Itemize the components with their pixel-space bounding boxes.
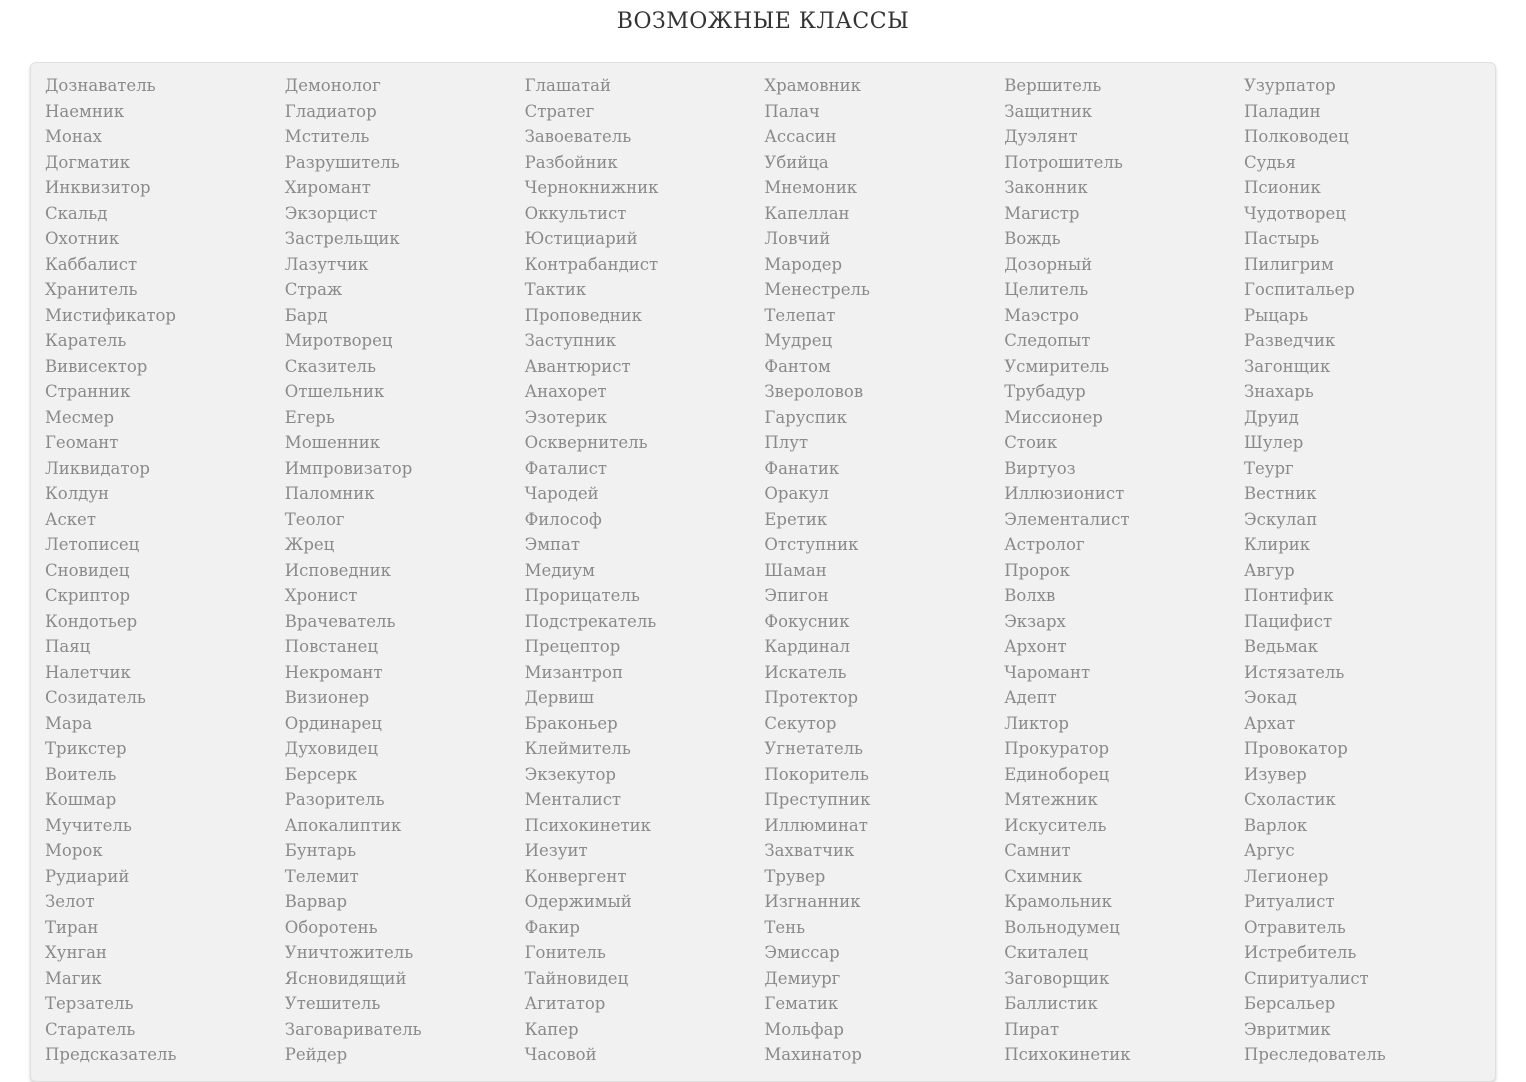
class-item[interactable]: Гематик [764,994,839,1013]
class-item[interactable]: Экзекутор [524,764,616,784]
class-item[interactable]: Фокусник [764,611,850,631]
class-item[interactable]: Истязатель [1243,662,1345,682]
class-item[interactable]: Храмовник [764,76,861,95]
class-item[interactable]: Телепат [764,305,836,325]
class-item[interactable]: Пастырь [1243,229,1320,248]
class-item[interactable]: Магик [45,968,102,988]
class-item[interactable]: Протектор [764,688,859,707]
class-item[interactable]: Трикстер [45,739,127,758]
class-item[interactable]: Мольфар [764,1019,844,1039]
class-item[interactable]: Схоластик [1243,790,1336,809]
class-item[interactable]: Авантюрист [524,356,631,376]
class-item[interactable]: Осквернитель [524,433,648,452]
class-item[interactable]: Мнемоник [764,178,858,197]
class-item[interactable]: Гладиатор [284,101,377,121]
class-item[interactable]: Вестник [1243,484,1317,503]
class-item[interactable]: Завоеватель [524,127,632,146]
class-item[interactable]: Полководец [1243,127,1349,146]
class-item[interactable]: Старатель [45,1019,136,1039]
class-item[interactable]: Понтифик [1243,586,1334,605]
class-item[interactable]: Разбойник [524,152,618,172]
class-item[interactable]: Аргус [1243,841,1295,860]
class-item[interactable]: Иллюзионист [1004,484,1125,503]
class-item[interactable]: Страж [284,280,343,299]
class-item[interactable]: Браконьер [524,713,618,733]
class-item[interactable]: Импровизатор [284,458,413,478]
class-item[interactable]: Искатель [764,662,847,682]
class-item[interactable]: Варвар [284,892,348,911]
class-item[interactable]: Ликвидатор [45,458,150,478]
class-item[interactable]: Каратель [45,331,127,350]
class-item[interactable]: Схимник [1004,866,1083,886]
class-item[interactable]: Наемник [45,101,125,121]
class-item[interactable]: Терзатель [45,994,134,1013]
class-item[interactable]: Утешитель [284,994,381,1013]
class-item[interactable]: Гаруспик [764,407,847,427]
class-item[interactable]: Лазутчик [284,254,369,274]
class-item[interactable]: Подстрекатель [524,611,657,631]
class-item[interactable]: Кондотьер [45,611,138,631]
class-item[interactable]: Единоборец [1004,764,1110,784]
class-item[interactable]: Ритуалист [1243,892,1335,911]
class-item[interactable]: Демиург [764,968,841,988]
class-item[interactable]: Капеллан [764,203,850,223]
class-item[interactable]: Тиран [45,917,99,937]
class-item[interactable]: Апокалиптик [284,815,402,835]
class-item[interactable]: Следопыт [1004,331,1091,350]
class-item[interactable]: Паломник [284,484,375,503]
class-item[interactable]: Иезуит [524,841,588,860]
class-item[interactable]: Визионер [284,688,370,707]
classes-grid [45,73,1495,1068]
class-item[interactable]: Гонитель [524,943,606,962]
class-item[interactable]: Сказитель [284,356,376,376]
class-item[interactable]: Пират [1004,1019,1060,1039]
class-item[interactable]: Заговорщик [1004,968,1110,988]
class-item[interactable]: Скиталец [1004,943,1088,962]
class-item[interactable]: Трубадур [1004,382,1086,401]
class-item[interactable]: Агитатор [524,994,606,1013]
class-item[interactable]: Паладин [1243,101,1321,121]
class-item[interactable]: Фаталист [524,458,607,478]
class-item[interactable]: Летописец [45,535,140,554]
class-item[interactable]: Преследователь [1243,1045,1386,1064]
class-item[interactable]: Прокуратор [1004,739,1110,758]
class-item[interactable]: Эмпат [524,535,581,554]
class-item[interactable]: Одержимый [524,892,632,911]
class-item[interactable]: Тень [764,917,806,937]
class-item[interactable]: Пацифист [1243,611,1333,631]
class-item[interactable]: Отшельник [284,382,385,401]
class-item[interactable]: Миротворец [284,331,393,350]
class-item[interactable]: Чародей [524,484,599,503]
class-item[interactable]: Юстициарий [524,229,638,248]
class-item[interactable]: Иллюминат [764,815,868,835]
class-item[interactable]: Эокад [1243,688,1297,707]
class-item[interactable]: Фантом [764,356,831,376]
class-item[interactable]: Отступник [764,535,859,554]
class-item[interactable]: Психокинетик [1004,1045,1131,1064]
class-item[interactable]: Спиритуалист [1243,968,1369,988]
class-item[interactable]: Разоритель [284,790,385,809]
class-item[interactable]: Узурпатор [1243,76,1336,95]
class-item[interactable]: Чудотворец [1243,203,1346,223]
class-item[interactable]: Ассасин [764,127,837,146]
class-item[interactable]: Прецептор [524,637,621,656]
class-item[interactable]: Медиум [524,560,595,580]
class-item[interactable]: Догматик [45,152,131,172]
class-item[interactable]: Баллистик [1004,994,1098,1013]
class-item[interactable]: Махинатор [764,1045,862,1064]
class-item[interactable]: Стоик [1004,433,1058,452]
class-item[interactable]: Созидатель [45,688,146,707]
class-item[interactable]: Секутор [764,713,837,733]
class-item[interactable]: Адепт [1004,688,1057,707]
class-item[interactable]: Крамольник [1004,892,1112,911]
class-item[interactable]: Духовидец [284,739,378,758]
class-item[interactable]: Волхв [1004,586,1056,605]
class-item[interactable]: Исповедник [284,560,391,580]
class-item[interactable]: Законник [1004,178,1088,197]
class-item[interactable]: Чаромант [1004,662,1091,682]
class-item[interactable]: Берсерк [284,764,358,784]
class-item[interactable]: Разрушитель [284,152,400,172]
classes-panel [30,62,1496,1082]
class-item[interactable]: Бард [284,305,328,325]
class-item[interactable]: Теург [1243,458,1294,478]
class-item[interactable]: Дервиш [524,688,594,707]
class-item[interactable]: Налетчик [45,662,131,682]
class-item[interactable]: Архат [1243,713,1296,733]
class-item[interactable]: Часовой [524,1045,597,1064]
class-item[interactable]: Хронист [284,586,358,605]
class-item[interactable]: Преступник [764,790,871,809]
class-item[interactable]: Миссионер [1004,407,1103,427]
class-item[interactable]: Заговариватель [284,1019,422,1039]
class-item[interactable]: Берсальер [1243,994,1336,1013]
class-item[interactable]: Бунтарь [284,841,357,860]
class-item[interactable]: Менестрель [764,280,870,299]
class-item[interactable]: Вивисектор [45,356,148,376]
class-item[interactable]: Искуситель [1004,815,1107,835]
class-item[interactable]: Защитник [1004,101,1093,121]
class-item[interactable]: Оккультист [524,203,627,223]
class-item[interactable]: Контрабандист [524,254,659,274]
class-item[interactable]: Дознаватель [45,76,156,95]
class-item[interactable]: Разведчик [1243,331,1336,350]
class-item[interactable]: Конвергент [524,866,627,886]
class-item[interactable]: Угнетатель [764,739,864,758]
class-item[interactable]: Шаман [764,560,827,580]
class-item[interactable]: Самнит [1004,841,1071,860]
class-item[interactable]: Эзотерик [524,407,607,427]
class-item[interactable]: Геомант [45,433,119,452]
class-item[interactable]: Клеймитель [524,739,631,758]
class-item[interactable]: Псионик [1243,178,1321,197]
class-item[interactable]: Хиромант [284,178,371,197]
class-item[interactable]: Клирик [1243,535,1311,554]
class-item[interactable]: Каббалист [45,254,138,274]
class-item[interactable]: Судья [1243,152,1296,172]
page-title: ВОЗМОЖНЫЕ КЛАССЫ [616,9,910,34]
class-item[interactable]: Философ [524,509,602,529]
class-item[interactable]: Мародер [764,254,843,274]
class-item[interactable]: Тайновидец [524,968,629,988]
class-item[interactable]: Оракул [764,484,829,503]
class-item[interactable]: Инквизитор [45,178,151,197]
class-item[interactable]: Телемит [284,866,359,886]
class-item[interactable]: Еретик [764,509,828,529]
class-item[interactable]: Уничтожитель [284,943,414,962]
class-item[interactable]: Прорицатель [524,586,640,605]
class-item[interactable]: Месмер [45,407,115,427]
class-item[interactable]: Скриптор [45,586,131,605]
class-item[interactable]: Мучитель [45,815,132,835]
class-item[interactable]: Астролог [1004,535,1085,554]
class-item[interactable]: Провокатор [1243,739,1348,758]
class-item[interactable]: Загонщик [1243,356,1331,376]
class-item[interactable]: Архонт [1004,637,1067,656]
class-item[interactable]: Палач [764,101,820,121]
class-item[interactable]: Заступник [524,331,617,350]
class-item[interactable]: Эмиссар [764,943,840,962]
class-item[interactable]: Вершитель [1004,76,1102,95]
class-item[interactable]: Потрошитель [1004,152,1123,172]
class-item[interactable]: Мошенник [284,433,381,452]
class-item[interactable]: Рудиарий [45,866,130,886]
class-item[interactable]: Эпигон [764,586,829,605]
class-item[interactable]: Маэстро [1004,305,1080,325]
class-item[interactable]: Некромант [284,662,383,682]
class-item[interactable]: Зелот [45,892,95,911]
class-item[interactable]: Убийца [764,152,829,172]
class-item[interactable]: Шулер [1243,433,1304,452]
class-item[interactable]: Изгнанник [764,892,861,911]
class-item[interactable]: Демонолог [284,76,381,95]
class-item[interactable]: Мститель [284,127,370,146]
class-item[interactable]: Виртуоз [1004,458,1076,478]
class-item[interactable]: Сновидец [45,560,130,580]
class-item[interactable]: Фанатик [764,458,840,478]
class-item[interactable]: Ординарец [284,713,382,733]
class-item[interactable]: Оборотень [284,917,378,937]
class-item[interactable]: Застрельщик [284,229,400,248]
class-item[interactable]: Странник [45,382,131,401]
class-item[interactable]: Друид [1243,407,1299,427]
class-item[interactable]: Проповедник [524,305,642,325]
class-item[interactable]: Хунган [45,943,107,962]
class-item[interactable]: Ловчий [764,229,831,248]
class-item[interactable]: Мистификатор [45,305,176,325]
class-item[interactable]: Звероловов [764,382,864,401]
class-item[interactable]: Экзорцист [284,203,378,223]
class-item[interactable]: Охотник [45,229,120,248]
class-item[interactable]: Магистр [1004,203,1080,223]
class-item[interactable]: Менталист [524,790,622,809]
class-item[interactable]: Кошмар [45,790,117,809]
class-item[interactable]: Захватчик [764,841,855,860]
class-item[interactable]: Паяц [45,637,91,656]
class-item[interactable]: Легионер [1243,866,1329,886]
class-item[interactable]: Егерь [284,407,335,427]
class-item[interactable]: Ликтор [1004,713,1069,733]
class-item[interactable]: Истребитель [1243,943,1357,962]
class-item[interactable]: Покоритель [764,764,869,784]
class-item[interactable]: Мятежник [1004,790,1098,809]
class-item[interactable]: Вольнодумец [1004,917,1120,937]
class-item[interactable]: Мизантроп [524,662,623,682]
class-item[interactable]: Пророк [1004,560,1070,580]
class-item[interactable]: Факир [524,917,580,937]
class-item[interactable]: Врачеватель [284,611,396,631]
class-item[interactable]: Жрец [284,535,335,554]
class-item[interactable]: Экзарх [1004,611,1066,631]
class-item[interactable]: Капер [524,1019,579,1039]
class-item[interactable]: Ведьмак [1243,637,1319,656]
class-item[interactable]: Плут [764,433,809,452]
class-item[interactable]: Тактик [524,280,587,299]
class-item[interactable]: Стратег [524,101,595,121]
class-item[interactable]: Кардинал [764,637,851,656]
class-item[interactable]: Трувер [764,866,826,886]
class-item[interactable]: Дуэлянт [1004,127,1078,146]
class-item[interactable]: Пилигрим [1243,254,1334,274]
class-item[interactable]: Рейдер [284,1045,348,1064]
class-item[interactable]: Авгур [1243,560,1295,580]
class-item[interactable]: Аскет [45,509,96,529]
class-item[interactable]: Эскулап [1243,509,1318,529]
class-item[interactable]: Мудрец [764,331,833,350]
class-item[interactable]: Ясновидящий [284,968,407,988]
class-item[interactable]: Рыцарь [1243,305,1309,325]
class-item[interactable]: Госпитальер [1243,280,1355,299]
class-item[interactable]: Элементалист [1004,509,1130,529]
class-item[interactable]: Знахарь [1243,382,1314,401]
class-item[interactable]: Морок [45,841,103,860]
class-item[interactable]: Глашатай [524,76,611,95]
class-item[interactable]: Воитель [45,764,117,784]
class-item[interactable]: Чернокнижник [524,178,659,197]
class-item[interactable]: Целитель [1004,280,1089,299]
class-item[interactable]: Повстанец [284,637,378,656]
class-item[interactable]: Изувер [1243,764,1307,784]
class-item[interactable]: Теолог [284,509,345,529]
class-item[interactable]: Скальд [45,203,108,223]
class-item[interactable]: Отравитель [1243,917,1346,937]
class-item[interactable]: Дозорный [1004,254,1093,274]
class-item[interactable]: Монах [45,127,102,146]
class-item[interactable]: Усмиритель [1004,356,1110,376]
class-item[interactable]: Анахорет [524,382,607,401]
class-item[interactable]: Вождь [1004,229,1061,248]
class-item[interactable]: Эвритмик [1243,1019,1331,1039]
class-item[interactable]: Варлок [1243,815,1308,835]
class-item[interactable]: Хранитель [45,280,138,299]
class-item[interactable]: Мара [45,713,93,733]
class-item[interactable]: Предсказатель [45,1045,177,1064]
class-item[interactable]: Колдун [45,484,110,503]
class-item[interactable]: Психокинетик [524,815,651,835]
